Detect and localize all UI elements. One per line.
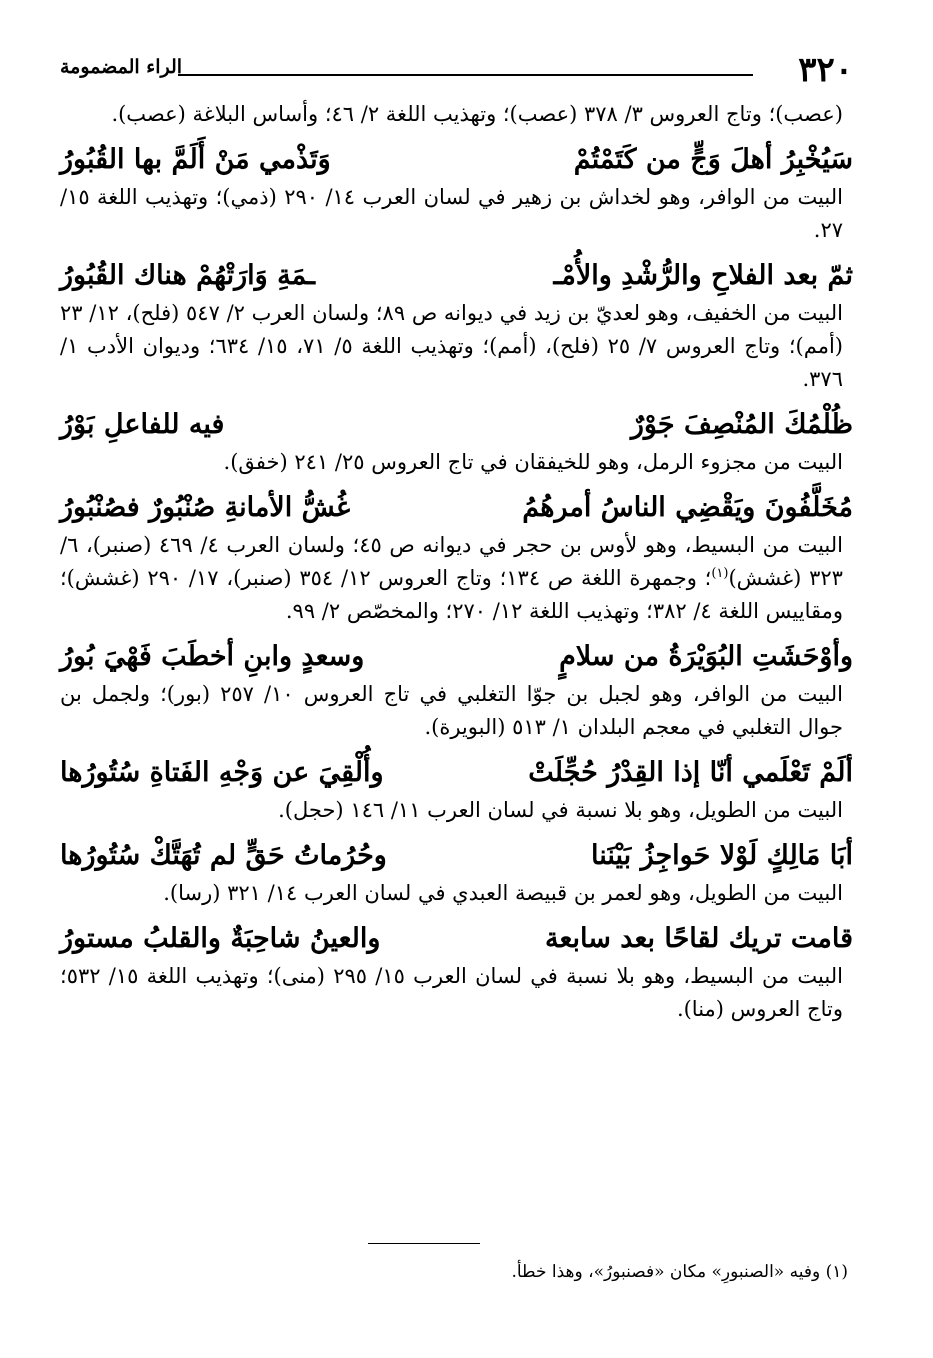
verse-second-hemistich: وأُلْقِيَ عن وَجْهِ الفَتاةِ سُتُورُها (60, 757, 384, 788)
entry-note: البيت من الخفيف، وهو لعديّ بن زيد في ديوانه ص ٨٩؛ ولسان العرب ٢/ ٥٤٧ (فلح)، ١٢/ ٢٣ (أمم)؛ وتاج العروس ٧/ ٢٥ (فلح)، (أمم)؛ وتهذيب اللغة ٥/ ٧١، ١٥/ ٦٣٤؛ وديوان الأدب ١/ ٣٧٦. (60, 301, 843, 391)
verse-first-hemistich: وأوْحَشَتِ البُوَيْرَةُ من سلامٍ (559, 641, 853, 672)
entry-note: البيت من الوافر، وهو لجبل بن جوّا التغلبي في تاج العروس ١٠/ ٢٥٧ (بور)؛ ولجمل بن جوال التغلبي في معجم البلدان ١/ ٥١٣ (البويرة). (60, 682, 843, 739)
verse-first-hemistich: ثمّ بعد الفلاحِ والرُّشْدِ والأُمْـ (553, 260, 853, 291)
verse-second-hemistich: ـمَةِ وَارَتْهُمْ هناك القُبُورُ (60, 260, 316, 291)
verse-first-hemistich: ألَمْ تَعْلَمي أنّا إذا القِدْرُ حُجِّلَتْ (528, 757, 853, 788)
verse-first-hemistich: قامت تريك لقاحًا بعد سابعة (545, 923, 853, 954)
verse (60, 255, 853, 297)
verse-first-hemistich: ظُلْمُكَ المُنْصِفَ جَوْرٌ (630, 409, 853, 440)
page-number: ٣٢٠ (798, 50, 853, 90)
entry-note: البيت من مجزوء الرمل، وهو للخيفقان في تاج العروس ٢٥/ ٢٤١ (خفق). (223, 450, 843, 474)
verse (60, 139, 853, 181)
entry-note: البيت من الطويل، وهو لعمر بن قبيصة العبدي في لسان العرب ١٤/ ٣٢١ (رسا). (163, 881, 843, 905)
verse-second-hemistich: وَتَذْمي مَنْ أَلَمَّ بها القُبُورُ (60, 144, 331, 175)
header-rule (178, 74, 753, 76)
entry-note: البيت من الطويل، وهو بلا نسبة في لسان العرب ١١/ ١٤٦ (حجل). (278, 798, 843, 822)
verse-second-hemistich: غُشُّ الأمانةِ صُنْبُورٌ فصُنْبُورُ (60, 492, 351, 523)
page-content (60, 98, 853, 1026)
note-text: ؛ وجمهرة اللغة ص ١٣٤؛ وتاج العروس ١٢/ ٣٥٤ (صنبر)، ١٧/ ٢٩٠ (غشش)؛ ومقاييس اللغة ٤/ ٣٨٢؛ وتهذيب اللغة ١٢/ ٢٧٠؛ والمخصّص ٢/ ٩٩. (60, 566, 843, 623)
verse-first-hemistich: مُخَلَّفُونَ ويَقْضِي الناسُ أمرهُمُ (522, 492, 853, 523)
running-title: الراء المضمومة (60, 56, 183, 78)
verse-second-hemistich: فيه للفاعلِ بَوْرُ (60, 409, 225, 440)
verse (60, 918, 853, 960)
verse-second-hemistich: والعينُ شاحِبَةٌ والقلبُ مستورُ (60, 923, 381, 954)
entry-note: البيت من البسيط، وهو بلا نسبة في لسان العرب ١٥/ ٢٩٥ (منى)؛ وتهذيب اللغة ١٥/ ٥٣٢؛ وتاج العروس (منا). (60, 964, 843, 1021)
entry-note (60, 529, 843, 628)
footnote: (١) وفيه «الصنبورِ» مكان «فصنبورُ»، وهذا خطأ. (511, 1262, 848, 1282)
verse-first-hemistich: سَيُخْبِرُ أهلَ وَجٍّ من كَتَمْتُمْ (573, 144, 853, 175)
verse (60, 835, 853, 877)
verse (60, 404, 853, 446)
footnote-reference[interactable]: (١) (711, 566, 729, 581)
entry-note: (عصب)؛ وتاج العروس ٣/ ٣٧٨ (عصب)؛ وتهذيب اللغة ٢/ ٤٦؛ وأساس البلاغة (عصب). (111, 102, 843, 126)
note-text: البيت من البسيط، وهو لأوس بن حجر في ديوانه ص ٤٥؛ ولسان العرب ٤/ ٤٦٩ (صنبر)، ٦/ ٣٢٣ (غشش) (60, 533, 843, 590)
footnote-rule (368, 1243, 480, 1244)
page-header (60, 50, 853, 90)
verse (60, 636, 853, 678)
verse-second-hemistich: وحُرُماتُ حَقٍّ لم تُهَتَّكْ سُتُورُها (60, 840, 387, 871)
verse (60, 487, 853, 529)
verse-second-hemistich: وسعدٍ وابنِ أخطَبَ فَهْيَ بُورُ (60, 641, 365, 672)
verse-first-hemistich: أبَا مَالِكٍ لَوْلا حَواجِزُ بَيْنَنا (591, 840, 853, 871)
entry-note: البيت من الوافر، وهو لخداش بن زهير في لسان العرب ١٤/ ٢٩٠ (ذمي)؛ وتهذيب اللغة ١٥/ ٢٧. (60, 185, 843, 242)
verse (60, 752, 853, 794)
